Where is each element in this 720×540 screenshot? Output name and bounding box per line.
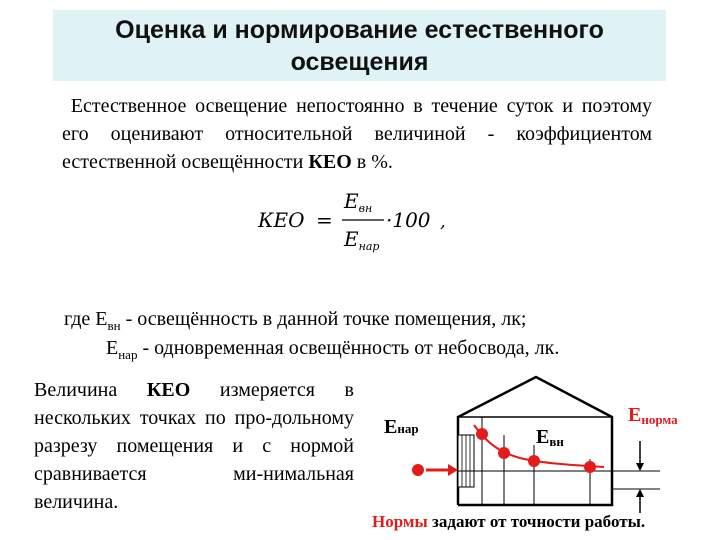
measurement-point-4: [584, 461, 596, 473]
measurement-paragraph: Величина КЕО измеряется в нескольких точках по про-дольному разрезу помещения и с нормой сравнивается ми-нимальная величина.: [34, 379, 355, 513]
footer-note: Нормы задают от точности работы.: [372, 512, 646, 531]
measurement-point-1: [476, 428, 488, 440]
label-e-outside: Енар: [384, 416, 419, 438]
intro-keo: КЕО: [308, 151, 352, 173]
definition-e-out: $Е_{нар}$ - одновременная освещённость от небосвода, лк.: [106, 337, 560, 362]
measurement-point-2: [498, 447, 510, 459]
measurement-point-3: [528, 455, 540, 467]
definition-e-in: где $Е_{вн}$ - освещённость в данной точке помещения, лк;: [64, 308, 527, 333]
room-outline: [458, 377, 612, 505]
intro-text-1: Естественное освещение непостоянно в течение суток и поэтому его оценивают относительной величиной - коэффициентом естественной освещённости: [62, 95, 652, 173]
formula-denominator: $E_{нар}$: [344, 227, 380, 253]
formula-numerator: $E_{вн}$: [344, 190, 373, 215]
title-line-2: освещения: [290, 48, 429, 76]
intro-text-2: в %.: [351, 151, 393, 173]
label-e-norm: Енорма: [628, 404, 678, 427]
title-line-1: Оценка и нормирование естественного: [115, 16, 604, 44]
label-e-inside: Евн: [536, 426, 564, 449]
norm-arrow-up-head: [636, 489, 644, 497]
norm-arrow-down-head: [636, 463, 644, 471]
keo-formula: [258, 190, 488, 260]
formula-lhs: КЕО: [258, 208, 305, 232]
outside-point: [412, 464, 424, 476]
outside-arrow-head: [448, 464, 458, 476]
formula-comma: ,: [440, 211, 446, 232]
intro-paragraph: [62, 92, 652, 176]
formula-equals: =: [316, 208, 333, 232]
slide-title: [53, 14, 666, 78]
formula-multiplier: ·100: [386, 208, 431, 232]
